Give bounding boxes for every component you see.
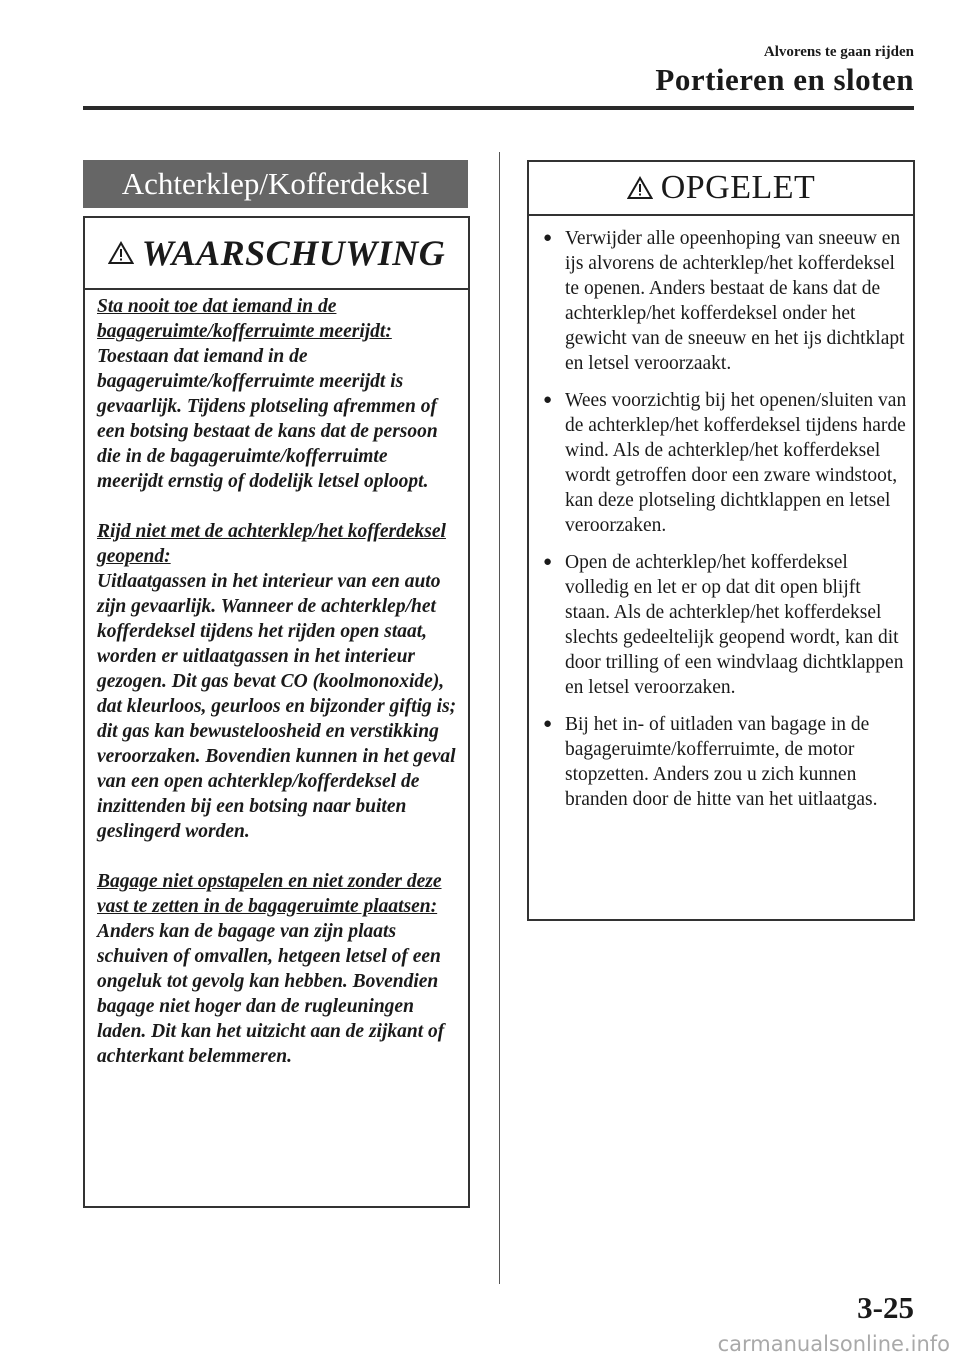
section-banner: Achterklep/Kofferdeksel <box>83 160 468 208</box>
warning-block-text: Uitlaatgassen in het interieur van een auto zijn gevaarlijk. Wanneer de achterklep/het kofferdeksel tijdens het rijden open staat, worden er uitlaatgassen in het interieur gezogen. Dit gas bevat CO (koolmonoxide), dat kleurloos, geurloos en bijzonder giftig is; dit gas kan bewusteloosheid en verstikking veroorzaken. Bovendien kunnen in het geval van een open achterklep/kofferdeksel de inzittenden bij een botsing naar buiten geslingerd worden. <box>97 571 457 842</box>
watermark-link[interactable]: carmanualsonline.info <box>717 1332 950 1356</box>
warning-block-text: Toestaan dat iemand in de bagageruimte/kofferruimte meerijdt is gevaarlijk. Tijdens plotseling afremmen of een botsing bestaat de kans dat de persoon die in de bagageruimte/kofferruimte meerijdt ernstig of dodelijk letsel oploopt. <box>97 346 438 492</box>
page-title: Portieren en sloten <box>655 62 914 97</box>
warning-triangle-icon <box>108 241 134 265</box>
warning-block <box>97 519 458 844</box>
warning-block-heading: Sta nooit toe dat iemand in de bagageruimte/kofferruimte meerijdt: <box>97 296 392 342</box>
caution-item <box>541 388 907 538</box>
caution-list <box>529 216 913 812</box>
warning-block <box>97 869 458 1069</box>
warning-block-heading: Bagage niet opstapelen en niet zonder deze vast te zetten in de bagageruimte plaatsen: <box>97 871 442 917</box>
caution-item-text: Open de achterklep/het kofferdeksel volledig en let er op dat dit open blijft staan. Als de achterklep/het kofferdeksel slechts gedeeltelijk geopend wordt, kan dit door trilling of een windvlaag dichtklappen en letsel veroorzaken. <box>565 552 904 698</box>
caution-item <box>541 550 907 700</box>
column-divider <box>499 152 500 1284</box>
caution-header <box>529 162 913 216</box>
warning-body <box>85 290 468 1069</box>
chapter-label: Alvorens te gaan rijden <box>763 44 914 60</box>
warning-header <box>85 218 468 290</box>
page-number: 3-25 <box>857 1290 914 1325</box>
warning-box <box>83 216 470 1208</box>
warning-triangle-icon <box>627 176 653 200</box>
caution-title: OPGELET <box>660 169 816 206</box>
caution-item-text: Verwijder alle opeenhoping van sneeuw en ijs alvorens de achterklep/het kofferdeksel te openen. Anders bestaat de kans dat de achterklep/het kofferdeksel onder het gewicht van de sneeuw en het ijs dichtklapt en letsel veroorzaakt. <box>565 228 905 374</box>
caution-box <box>527 160 915 921</box>
bullet-icon: ● <box>543 230 553 246</box>
caution-item <box>541 712 907 812</box>
warning-block <box>97 294 458 494</box>
warning-block-heading: Rijd niet met de achterklep/het kofferdeksel geopend: <box>97 521 446 567</box>
caution-item-text: Bij het in- of uitladen van bagage in de bagageruimte/kofferruimte, de motor stopzetten. Anders zou u zich kunnen branden door de hitte van het uitlaatgas. <box>565 714 878 810</box>
caution-item-text: Wees voorzichtig bij het openen/sluiten van de achterklep/het kofferdeksel tijdens harde wind. Als de achterklep/het kofferdeksel wordt getroffen door een zware windstoot, kan deze plotseling dichtklappen en letsel veroorzaken. <box>565 390 907 536</box>
bullet-icon: ● <box>543 716 553 732</box>
bullet-icon: ● <box>543 392 553 408</box>
header-rule <box>83 106 914 110</box>
warning-block-text: Anders kan de bagage van zijn plaats schuiven of omvallen, hetgeen letsel of een ongeluk tot gevolg kan hebben. Bovendien bagage niet hoger dan de rugleuningen laden. Dit kan het uitzicht aan de zijkant of achterkant belemmeren. <box>97 921 445 1067</box>
warning-title: WAARSCHUWING <box>141 233 446 273</box>
caution-item <box>541 226 907 376</box>
bullet-icon: ● <box>543 554 553 570</box>
